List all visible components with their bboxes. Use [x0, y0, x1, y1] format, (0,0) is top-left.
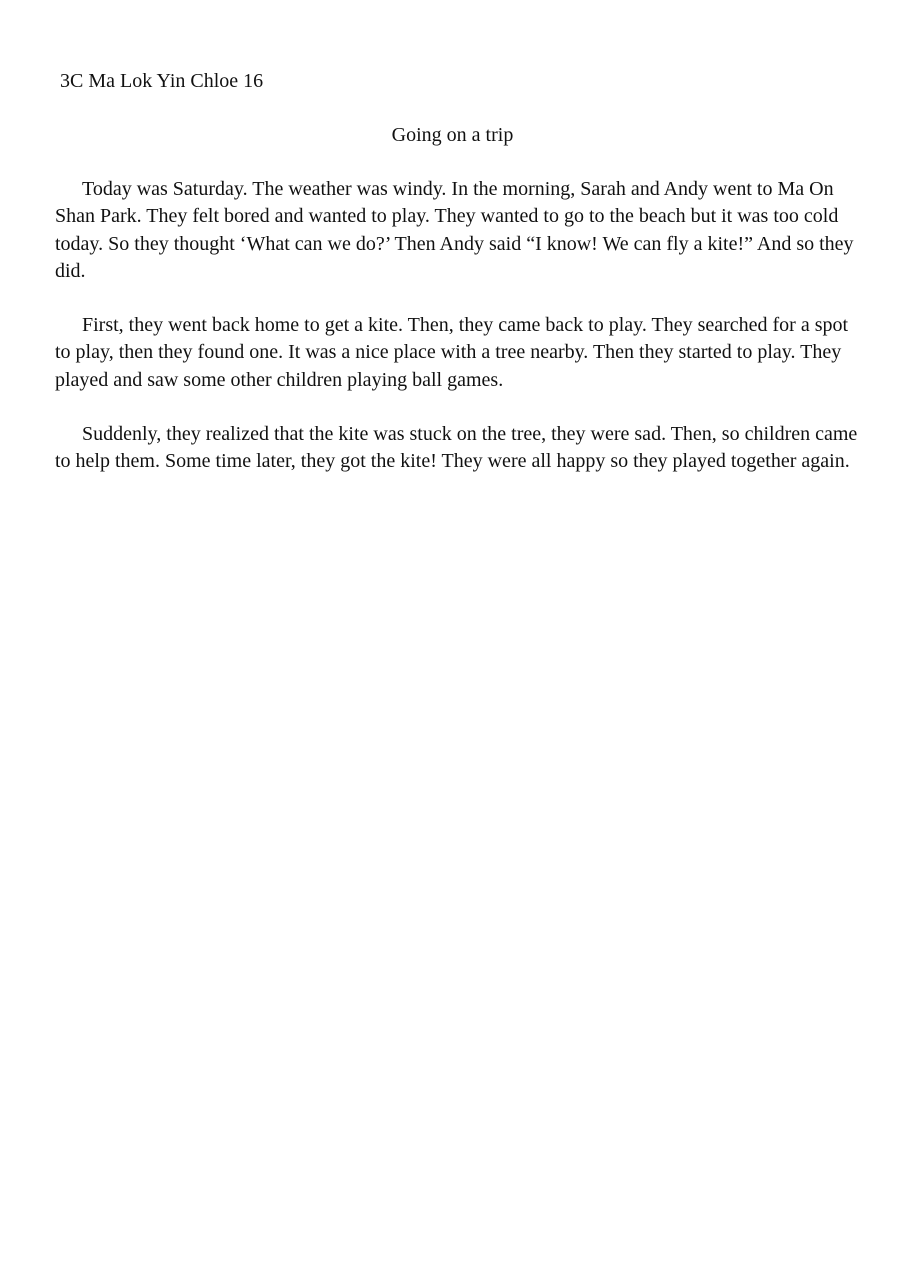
student-info-header: 3C Ma Lok Yin Chloe 16: [60, 70, 264, 92]
story-body: [55, 176, 860, 503]
document-title: Going on a trip: [391, 124, 514, 146]
paragraph-3: Suddenly, they realized that the kite was stuck on the tree, they were sad. Then, so children came to help them. Some time later, they got the kite! They were all happy so they played together again.: [55, 423, 858, 473]
paragraph-2: First, they went back home to get a kite. Then, they came back to play. They searched for a spot to play, then they found one. It was a nice place with a tree nearby. Then they started to play. They played and saw some other children playing ball games.: [55, 314, 849, 391]
paragraph-1: Today was Saturday. The weather was windy. In the morning, Sarah and Andy went to Ma On Shan Park. They felt bored and wanted to play. They wanted to go to the beach but it was too cold today. So they thought ‘What can we do?’ Then Andy said “I know! We can fly a kite!” And so they did.: [55, 178, 854, 282]
